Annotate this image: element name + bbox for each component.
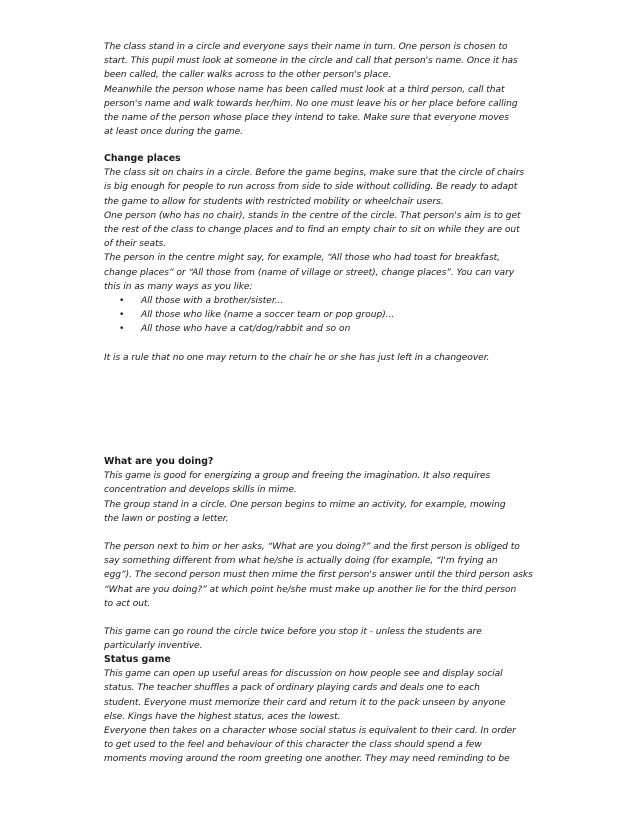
text-line: been called, the caller walks across to the other person's place. [104, 70, 392, 81]
text-line: is big enough for people to run across from side to side without colliding. Be ready to adapt [104, 182, 518, 193]
list-item-text: All those who have a cat/dog/rabbit and so on [141, 324, 351, 335]
what-doing-paragraph-1 [104, 469, 542, 526]
bullet-icon: • [119, 296, 125, 307]
text-line: The class stand in a circle and everyone says their name in turn. One person is chosen to [104, 42, 508, 52]
what-doing-paragraph-2 [104, 540, 542, 611]
text-line: The person in the centre might say, for example, “All those who had toast for breakfast, [104, 253, 501, 264]
text-line: to act out. [104, 598, 151, 609]
change-places-heading: Change places [104, 153, 181, 164]
text-line: concentration and develops skills in mime. [104, 485, 297, 496]
status-game-heading: Status game [104, 654, 171, 665]
text-line: say something different from what he/she is actually doing (for example, “I'm frying an [104, 556, 498, 567]
list-item-text: All those with a brother/sister... [141, 296, 284, 307]
status-game-section [104, 653, 542, 767]
text-line: the rest of the class to change places and to find an empty chair to sit on while they are out [104, 225, 520, 236]
text-line: This game can open up useful areas for discussion on how people see and display social [104, 669, 503, 680]
bullet-icon: • [119, 310, 125, 321]
change-places-section [104, 152, 542, 365]
text-line: person's name and walk towards her/him. No one must leave his or her place before calling [104, 98, 518, 109]
text-line: This game can go round the circle twice before you stop it - unless the students are [104, 627, 482, 638]
intro-paragraph [104, 40, 542, 139]
text-line: the game to allow for students with restricted mobility or wheelchair users. [104, 196, 444, 207]
intro-text [104, 40, 542, 139]
text-line: One person (who has no chair), stands in the centre of the circle. That person's aim is to get [104, 210, 521, 221]
text-line: It is a rule that no one may return to the chair he or she has just left in a changeover. [104, 352, 490, 363]
what-doing-paragraph-3 [104, 625, 542, 653]
text-line: This game is good for energizing a group and freeing the imagination. It also requires [104, 471, 491, 482]
status-game-text [104, 667, 542, 766]
text-line: to get used to the feel and behaviour of this character the class should spend a few [104, 740, 482, 751]
bullet-list [104, 294, 542, 337]
list-item [104, 294, 542, 308]
text-line: the lawn or posting a letter. [104, 513, 229, 524]
text-line: at least once during the game. [104, 127, 243, 138]
text-line: moments moving around the room greeting one another. They may need reminding to be [104, 754, 510, 765]
text-line: Meanwhile the person whose name has been called must look at a third person, call that [104, 84, 505, 95]
text-line: The class sit on chairs in a circle. Before the game begins, make sure that the circle of chairs [104, 168, 525, 179]
list-item-text: All those who like (name a soccer team or pop group)... [141, 310, 395, 321]
list-item [104, 308, 542, 322]
text-line: the name of the person whose place they intend to take. Make sure that everyone moves [104, 113, 509, 124]
text-line: start. This pupil must look at someone in the circle and call that person's name. Once it has [104, 56, 518, 67]
change-places-text [104, 166, 542, 294]
text-line: The group stand in a circle. One person begins to mime an activity, for example, mowing [104, 499, 506, 510]
text-line: student. Everyone must memorize their card and return it to the pack unseen by anyone [104, 697, 506, 708]
text-line: particularly inventive. [104, 641, 203, 652]
what-are-you-doing-heading: What are you doing? [104, 456, 214, 467]
what-are-you-doing-section [104, 455, 542, 653]
text-line: of their seats. [104, 239, 167, 250]
text-line: “What are you doing?” at which point he/she must make up another lie for the third person [104, 584, 517, 595]
text-line: Everyone then takes on a character whose social status is equivalent to their card. In order [104, 726, 516, 737]
bullet-icon: • [119, 324, 125, 335]
text-line: change places” or “All those from (name of village or street), change places”. You can vary [104, 267, 515, 278]
text-line: The person next to him or her asks, “What are you doing?” and the first person is obliged to [104, 542, 520, 553]
text-line: this in as many ways as you like: [104, 281, 253, 292]
text-line: status. The teacher shuffles a pack of ordinary playing cards and deals one to each [104, 683, 480, 694]
text-line: else. Kings have the highest status, aces the lowest. [104, 711, 341, 722]
change-places-closing [104, 351, 542, 365]
list-item [104, 322, 542, 336]
text-line: egg”). The second person must then mime the first person's answer until the third person asks [104, 570, 533, 581]
